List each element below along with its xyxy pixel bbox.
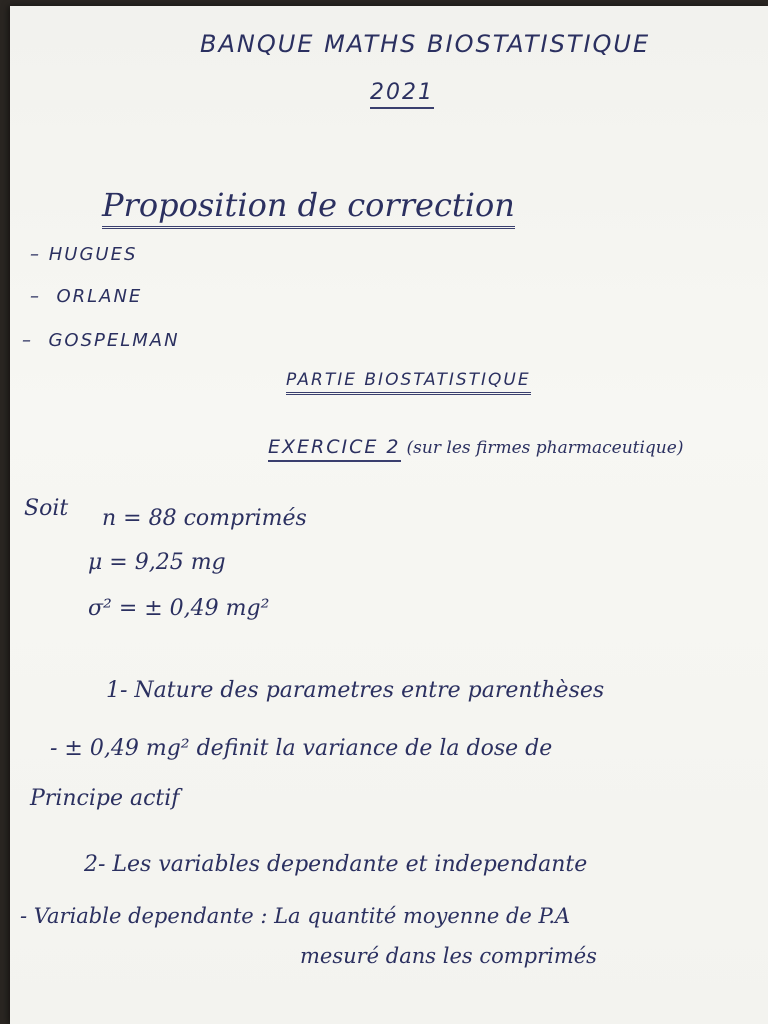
exercise-heading — [268, 436, 683, 458]
exercise-note: (sur les firmes pharmaceutique) — [406, 438, 684, 458]
author-item: – GOSPELMAN — [22, 330, 180, 351]
question-1-title: 1- Nature des parametres entre parenthèses — [106, 678, 605, 703]
notebook-page — [10, 6, 768, 1024]
author-item: – HUGUES — [30, 244, 138, 265]
proposition-title: Proposition de correction — [102, 186, 515, 229]
given-sigma: σ² = ± 0,49 mg² — [88, 596, 270, 621]
question-1-answer-line1: - ± 0,49 mg² definit la variance de la dose de — [50, 736, 553, 761]
page-title: BANQUE MATHS BIOSTATISTIQUE — [200, 30, 651, 58]
given-n: n = 88 comprimés — [102, 506, 307, 531]
givens-intro: Soit — [24, 496, 69, 521]
author-name: HUGUES — [48, 244, 138, 265]
given-mu: μ = 9,25 mg — [88, 550, 226, 575]
question-2-answer-line1: - Variable dependante : La quantité moyenne de P.A — [20, 904, 571, 928]
author-item: – ORLANE — [30, 286, 143, 307]
question-2-title: 2- Les variables dependante et independante — [84, 852, 588, 877]
page-year: 2021 — [370, 80, 434, 109]
question-2-answer-line2: mesuré dans les comprimés — [300, 944, 597, 968]
section-title: PARTIE BIOSTATISTIQUE — [286, 370, 531, 395]
author-name: ORLANE — [56, 286, 143, 307]
author-name: GOSPELMAN — [48, 330, 180, 351]
exercise-label: EXERCICE 2 — [268, 436, 401, 462]
question-1-answer-line2: Principe actif — [30, 786, 180, 811]
